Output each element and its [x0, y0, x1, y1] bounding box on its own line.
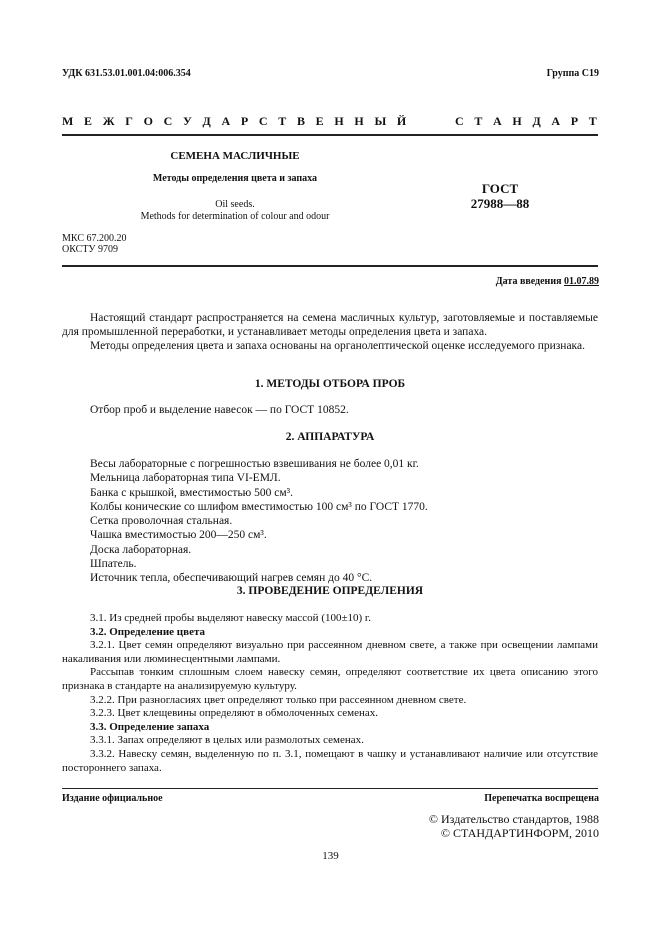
reprint-notice: Перепечатка воспрещена [484, 793, 599, 804]
section-3-title: 3. ПРОВЕДЕНИЕ ОПРЕДЕЛЕНИЯ [236, 585, 424, 597]
mid-rule [62, 265, 598, 267]
page-number: 139 [322, 850, 339, 862]
udk-code: УДК 631.53.01.001.04:006.354 [62, 68, 191, 79]
section-2-title: 2. АППАРАТУРА [285, 431, 375, 443]
list-item: Весы лабораторные с погрешностью взвешивания не более 0,01 кг. [90, 458, 419, 470]
title-en-1: Oil seeds. [215, 199, 255, 210]
list-item: Источник тепла, обеспечивающий нагрев семян до 40 °С. [90, 572, 373, 585]
list-item: Сетка проволочная стальная. [90, 515, 233, 528]
okstu-code: ОКСТУ 9709 [62, 244, 119, 255]
top-rule [62, 134, 598, 136]
intro-text [62, 311, 598, 353]
clause-3-3-1: 3.3.1. Запах определяют в целых или размолотых семенах. [90, 734, 364, 747]
group-code: Группа С19 [546, 68, 599, 79]
clause-3-2-2: 3.2.2. При разногласиях цвет определяют только при рассеянном дневном свете. [90, 693, 467, 706]
section-1-text [62, 403, 598, 417]
clause-3-2-1-b: Рассыпав тонким сплошным слоем навеску семян, определяют соответствие их цвета описанию этого признака в стандарте на анализируемую культуру. [62, 666, 598, 692]
footer-rule [62, 788, 598, 789]
list-item: Чашка вместимостью 200—250 см³. [90, 529, 267, 542]
section-3-text [62, 612, 598, 775]
section-1-title: 1. МЕТОДЫ ОТБОРА ПРОБ [254, 378, 406, 390]
heading-3-3: 3.3. Определение запаха [90, 720, 210, 733]
clause-3-1: 3.1. Из средней пробы выделяют навеску массой (100±10) г. [90, 612, 371, 624]
intro-date [496, 276, 599, 287]
title-sub: Методы определения цвета и запаха [152, 173, 318, 184]
copyright-1: © Издательство стандартов, 1988 [428, 812, 599, 826]
intro-paragraph-1: Настоящий стандарт распространяется на семена масличных культур, заготовляемые и поставляемые для промышленной переработки, и устанавливает методы определения цвета и запаха. [62, 312, 598, 338]
intro-date-label: Дата введения [495, 276, 562, 287]
section-1-paragraph: Отбор проб и выделение навесок — по ГОСТ 10852. [90, 404, 349, 416]
list-item: Банка с крышкой, вместимостью 500 см³. [90, 486, 293, 499]
title-main: СЕМЕНА МАСЛИЧНЫЕ [170, 150, 300, 162]
title-en-2: Methods for determination of colour and odour [140, 211, 330, 222]
mks-code: МКС 67.200.20 [62, 233, 127, 244]
list-item: Колбы конические со шлифом вместимостью 100 см³ по ГОСТ 1770. [90, 500, 428, 513]
intro-paragraph-2: Методы определения цвета и запаха основаны на органолептической оценке исследуемого признака. [90, 340, 585, 352]
official-edition: Издание официальное [62, 793, 163, 804]
intro-date-value: 01.07.89 [564, 276, 599, 287]
list-item: Шпатель. [90, 558, 137, 571]
heading-3-2: 3.2. Определение цвета [90, 625, 206, 638]
apparatus-list [90, 457, 428, 586]
copyright-2: © СТАНДАРТИНФОРМ, 2010 [440, 826, 599, 840]
gost-label: ГОСТ [481, 181, 519, 196]
list-item: Мельница лабораторная типа VI-ЕМЛ. [90, 472, 281, 485]
list-item: Доска лабораторная. [90, 543, 192, 556]
standard-banner: М Е Ж Г О С У Д А Р С Т В Е Н Н Ы Й С Т А Н Д А Р Т [62, 114, 598, 128]
clause-3-2-3: 3.2.3. Цвет клещевины определяют в обмолоченных семенах. [90, 707, 379, 720]
clause-3-2-1: 3.2.1. Цвет семян определяют визуально при рассеянном дневном свете, а также при освещении лампами накаливания или люминесцентными лампами. [62, 639, 598, 665]
gost-number: 27988—88 [470, 196, 530, 211]
clause-3-3-2: 3.3.2. Навеску семян, выделенную по п. 3.1, помещают в чашку и устанавливают наличие или отсутствие постороннего запаха. [62, 747, 598, 774]
